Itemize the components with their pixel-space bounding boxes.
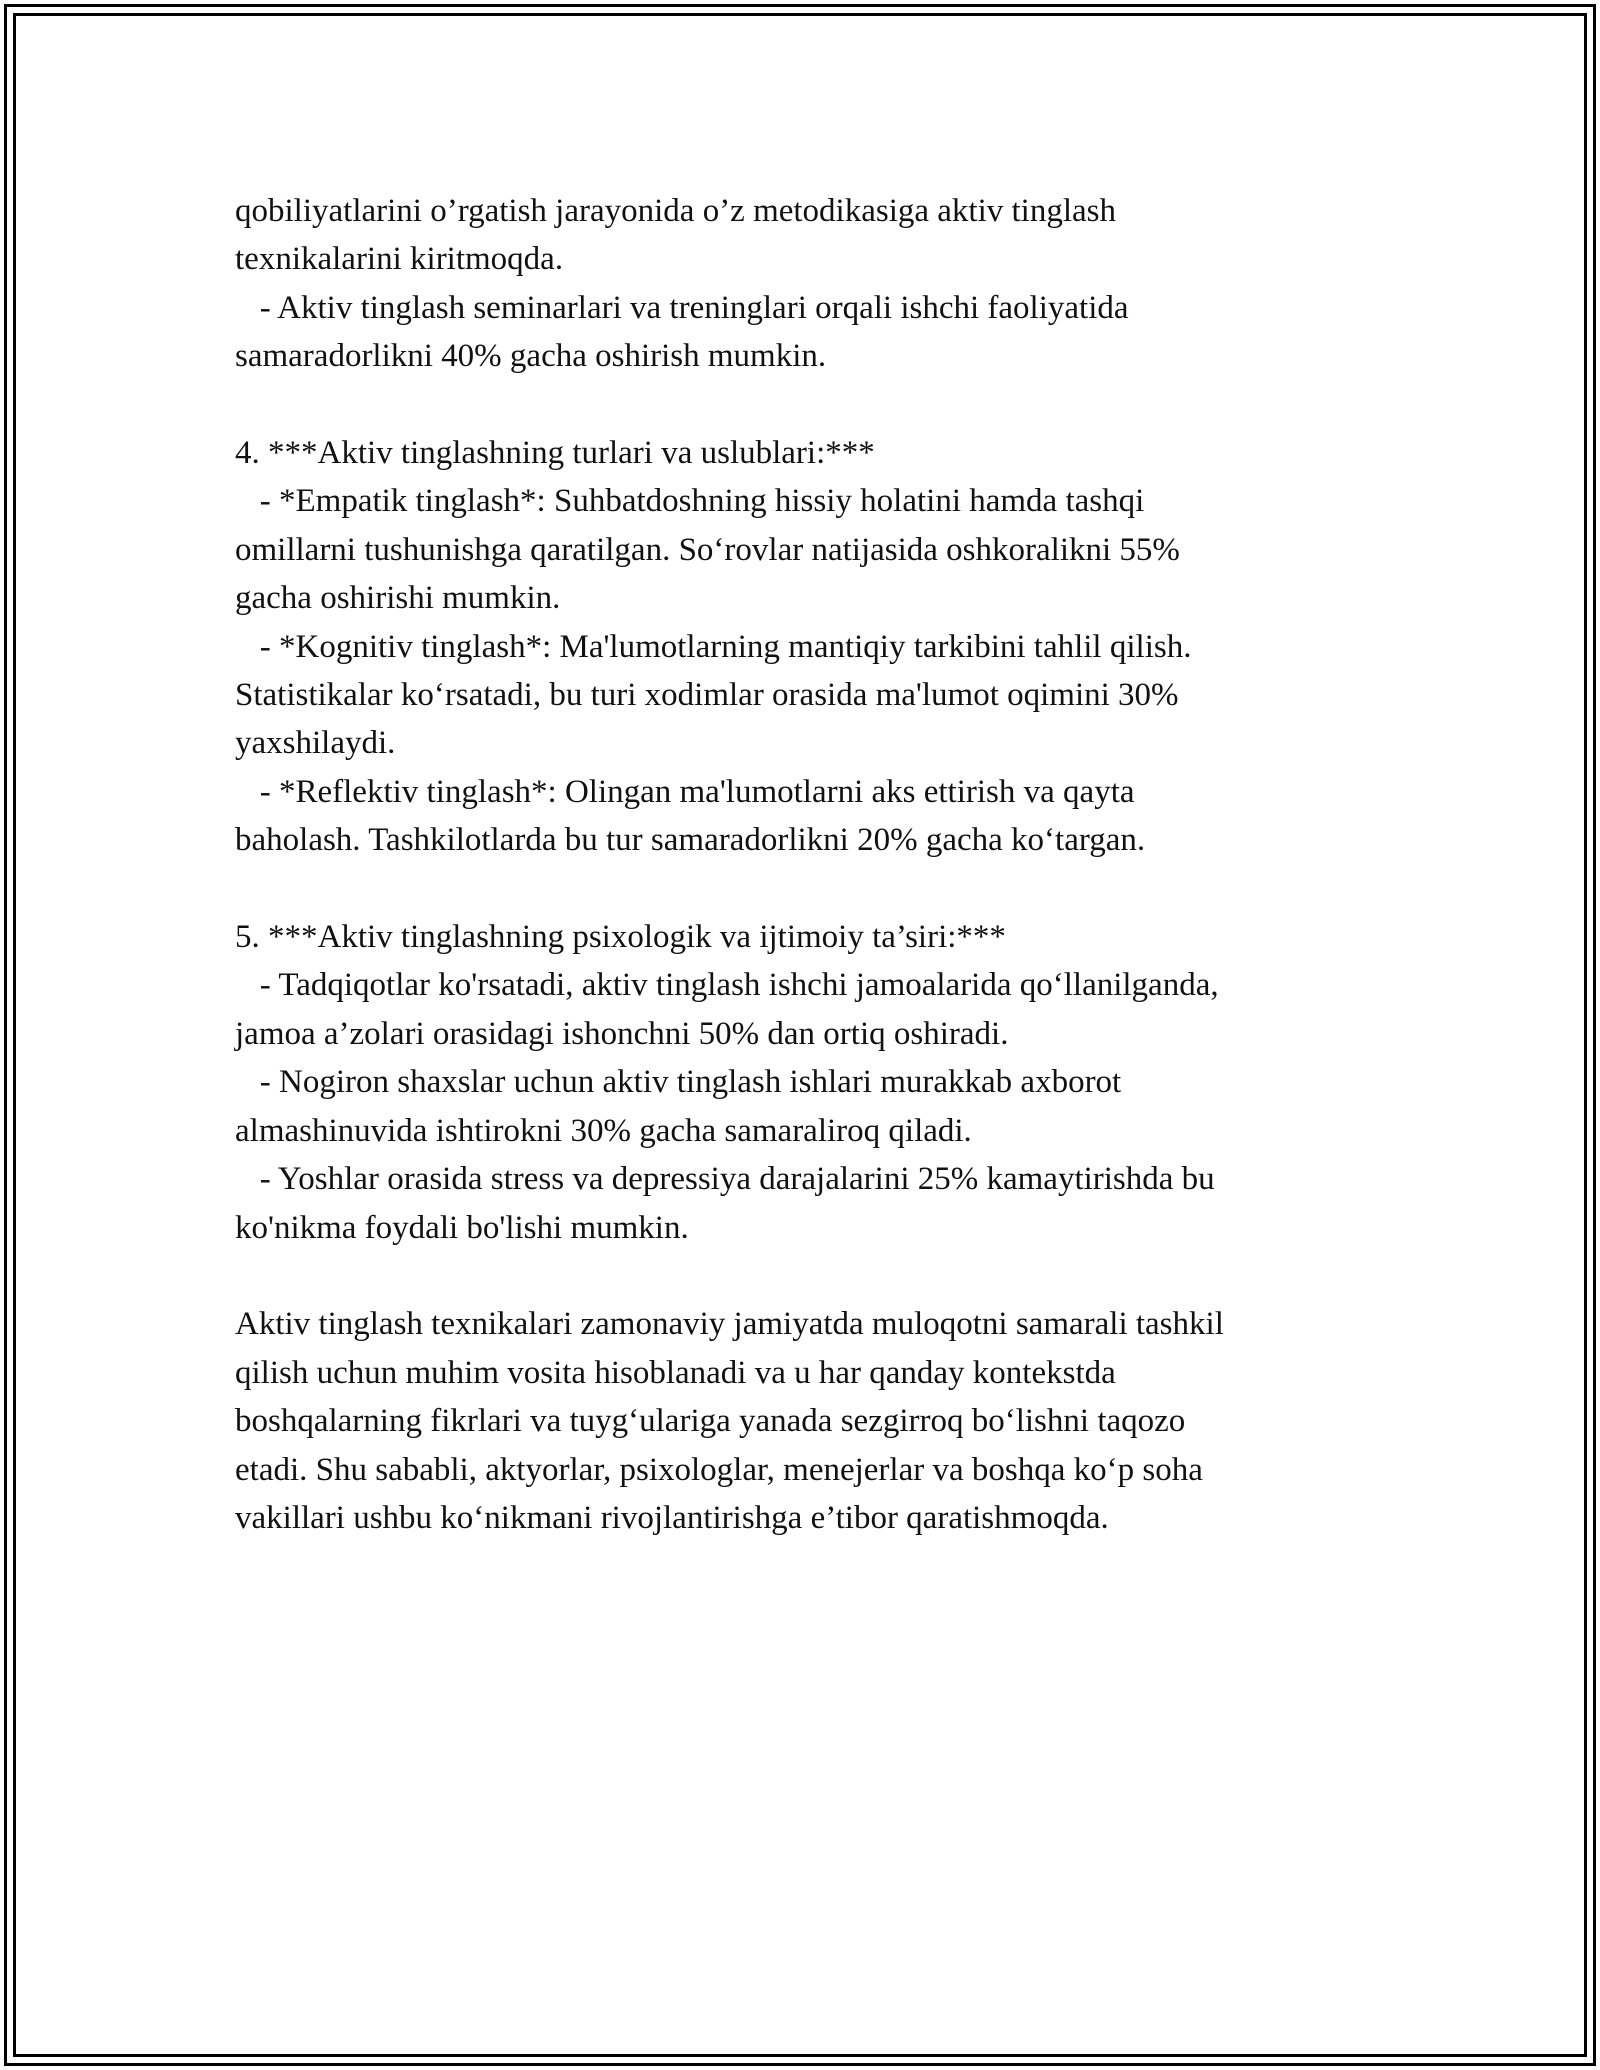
text-line: - Aktiv tinglash seminarlari va treninglari orqali ishchi faoliyatida — [235, 289, 1129, 326]
text-line: vakillari ushbu ko‘nikmani rivojlantirishga e’tibor qaratishmoqda. — [235, 1499, 1109, 1536]
text-line: jamoa a’zolari orasidagi ishonchni 50% dan ortiq oshiradi. — [235, 1015, 1009, 1052]
text-line: etadi. Shu sababli, aktyorlar, psixologlar, menejerlar va boshqa ko‘p soha — [235, 1451, 1203, 1488]
text-line: - Nogiron shaxslar uchun aktiv tinglash ishlari murakkab axborot — [235, 1064, 1122, 1101]
paragraph-gap — [235, 1252, 1375, 1300]
text-line: - *Empatik tinglash*: Suhbatdoshning hissiy holatini hamda tashqi — [235, 483, 1145, 520]
text-line: Statistikalar ko‘rsatadi, bu turi xodimlar orasida ma'lumot oqimini 30% — [235, 677, 1179, 714]
document-body — [235, 187, 1375, 1542]
text-line: - *Reflektiv tinglash*: Olingan ma'lumotlarni aks ettirish va qayta — [235, 773, 1135, 810]
section-heading-4: 4. ***Aktiv tinglashning turlari va uslublari:*** — [235, 435, 875, 472]
text-line: qobiliyatlarini o’rgatish jarayonida o’z metodikasiga aktiv tinglash — [235, 193, 1117, 229]
text-line: gacha oshirishi mumkin. — [235, 580, 561, 617]
text-line: qilish uchun muhim vosita hisoblanadi va u har qanday kontekstda — [235, 1354, 1116, 1391]
text-line: ko'nikma foydali bo'lishi mumkin. — [235, 1209, 689, 1246]
text-line: texnikalarini kiritmoqda. — [235, 241, 564, 278]
text-line: samaradorlikni 40% gacha oshirish mumkin. — [235, 338, 827, 375]
paragraph-gap — [235, 865, 1375, 913]
text-line: - *Kognitiv tinglash*: Ma'lumotlarning mantiqiy tarkibini tahlil qilish. — [235, 628, 1192, 665]
text-line: Aktiv tinglash texnikalari zamonaviy jamiyatda muloqotni samarali tashkil — [235, 1306, 1224, 1343]
text-line: - Yoshlar orasida stress va depressiya darajalarini 25% kamaytirishda bu — [235, 1161, 1215, 1198]
text-line: baholash. Tashkilotlarda bu tur samaradorlikni 20% gacha ko‘targan. — [235, 822, 1146, 859]
text-line: almashinuvida ishtirokni 30% gacha samaraliroq qiladi. — [235, 1112, 972, 1149]
text-line: - Tadqiqotlar ko'rsatadi, aktiv tinglash ishchi jamoalarida qo‘llanilganda, — [235, 967, 1219, 1004]
text-line: boshqalarning fikrlari va tuyg‘ulariga yanada sezgirroq bo‘lishni taqozo — [235, 1403, 1186, 1440]
section-heading-5: 5. ***Aktiv tinglashning psixologik va ijtimoiy ta’siri:*** — [235, 919, 1006, 956]
paragraph-gap — [235, 381, 1375, 429]
text-line: omillarni tushunishga qaratilgan. So‘rovlar natijasida oshkoralikni 55% — [235, 531, 1180, 568]
text-line: yaxshilaydi. — [235, 725, 396, 762]
